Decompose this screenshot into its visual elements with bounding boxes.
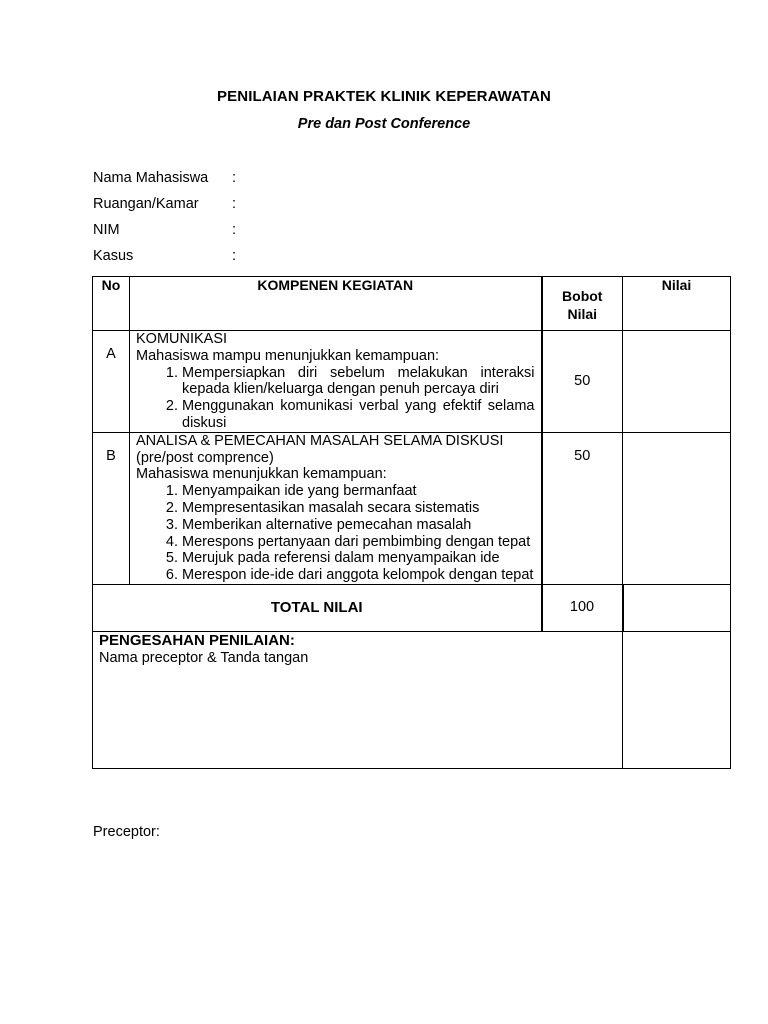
- header-komponen: KOMPENEN KEGIATAN: [130, 277, 542, 331]
- criteria-list: [136, 483, 535, 584]
- pengesahan-row: [93, 631, 731, 768]
- table-row: [93, 432, 731, 584]
- field-ruangan-kamar: [93, 196, 236, 212]
- field-label: Ruangan/Kamar: [93, 196, 199, 212]
- criteria-list: [136, 365, 535, 432]
- criteria-item: 1. Mempersiapkan diri sebelum melakukan interaksi kepada klien/keluarga dengan penuh percaya diri: [182, 365, 535, 399]
- pengesahan-subtitle: Nama preceptor & Tanda tangan: [99, 649, 309, 666]
- row-intro: Mahasiswa menunjukkan kemampuan:: [136, 466, 387, 483]
- field-nim: [93, 222, 236, 238]
- criteria-item: 5. Merujuk pada referensi dalam menyampaikan ide: [182, 550, 535, 567]
- total-value: 100: [542, 584, 623, 631]
- header-bobot-line1: Bobot: [562, 287, 603, 304]
- criteria-item: 2. Mempresentasikan masalah secara sistematis: [182, 500, 535, 517]
- total-nilai-empty: [623, 584, 731, 631]
- row-bobot: 50: [542, 331, 623, 433]
- row-intro: Mahasiswa mampu menunjukkan kemampuan:: [136, 347, 440, 364]
- row-komponen: [130, 331, 542, 433]
- row-heading: KOMUNIKASI: [136, 331, 228, 347]
- preceptor-label: Preceptor:: [93, 824, 160, 840]
- row-komponen: [130, 432, 542, 584]
- field-colon: :: [232, 196, 237, 212]
- criteria-item: 3. Memberikan alternative pemecahan masalah: [182, 517, 535, 534]
- table-header-row: [93, 277, 731, 331]
- header-bobot-line2: Nilai: [567, 305, 598, 322]
- pengesahan-signature-empty: [623, 631, 731, 768]
- header-nilai: Nilai: [623, 277, 731, 331]
- document-title: PENILAIAN PRAKTEK KLINIK KEPERAWATAN: [217, 88, 551, 105]
- row-heading: ANALISA & PEMECAHAN MASALAH SELAMA DISKUSI (pre/post comprence): [136, 432, 504, 466]
- table-row: [93, 331, 731, 433]
- header-no: No: [93, 277, 130, 331]
- field-colon: :: [232, 170, 237, 186]
- assessment-table: [92, 276, 731, 769]
- field-label: NIM: [93, 222, 120, 238]
- total-row: [93, 584, 731, 631]
- field-kasus: [93, 248, 236, 264]
- row-nilai-empty: [623, 331, 731, 433]
- pengesahan-title: PENGESAHAN PENILAIAN:: [99, 631, 295, 649]
- pengesahan-cell: [93, 631, 623, 768]
- criteria-item: 6. Merespon ide-ide dari anggota kelompok dengan tepat: [182, 567, 535, 584]
- row-letter: A: [93, 331, 130, 433]
- document-subtitle: Pre dan Post Conference: [297, 116, 471, 132]
- criteria-item: 1. Menyampaikan ide yang bermanfaat: [182, 483, 535, 500]
- header-bobot-nilai: [542, 277, 623, 331]
- field-nama-mahasiswa: [93, 170, 236, 186]
- row-nilai-empty: [623, 432, 731, 584]
- row-letter: B: [93, 432, 130, 584]
- row-bobot: 50: [542, 432, 623, 584]
- field-colon: :: [232, 222, 237, 238]
- total-label: TOTAL NILAI: [93, 584, 542, 631]
- field-label: Kasus: [93, 248, 134, 264]
- field-label: Nama Mahasiswa: [93, 170, 209, 186]
- criteria-item: 2. Menggunakan komunikasi verbal yang efektif selama diskusi: [182, 398, 535, 432]
- field-colon: :: [232, 248, 237, 264]
- criteria-item: 4. Merespons pertanyaan dari pembimbing dengan tepat: [182, 534, 535, 551]
